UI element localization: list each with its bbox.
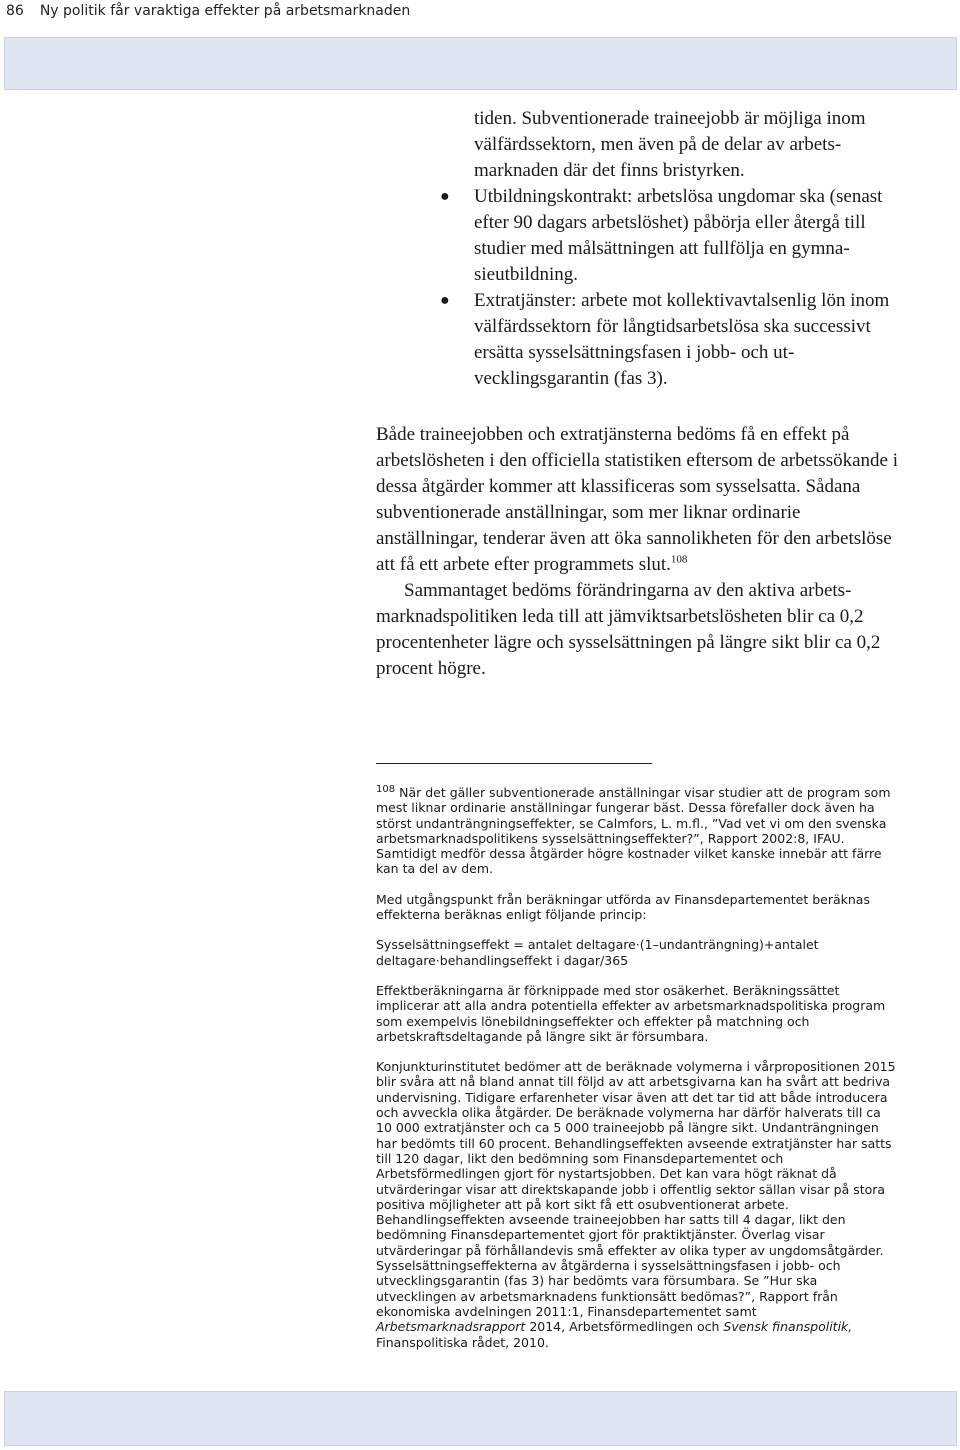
footnote-paragraph-5	[376, 1059, 896, 1350]
running-title: Ny politik får varaktiga effekter på arbetsmarknaden	[39, 3, 411, 19]
body-paragraph-1-text: Både traineejobben och extratjänsterna bedöms få en effekt på arbetslösheten i den officiella statistiken eftersom de arbetssökande i dessa åtgärder kommer att klassificeras som sysselsatta. Sådana subventionerade anställningar, som mer liknar ordinarie anställningar, tenderar även att öka sannolikheten för den arbetslöse att få ett arbete efter programmets slut.	[376, 424, 898, 575]
footnote-paragraph-4: Effektberäkningarna är förknippade med stor osäkerhet. Beräkningssättet implicerar att alla andra potentiella effekter av arbetsmarknadspolitiska program som exempelvis lönebildningseffekter och effekter på matchning och arbetskraftsdeltagande på längre sikt är försumbara.	[376, 982, 886, 1044]
bullet-dot-icon: ●	[440, 188, 450, 205]
running-head	[6, 0, 410, 22]
bullet-dot-icon: ●	[440, 292, 450, 309]
body-text	[376, 422, 904, 682]
body-paragraph-2: Sammantaget bedöms förändringarna av den aktiva arbetsmarknadspolitiken leda till att jämviktsarbetslösheten blir ca 0,2 procentenheter lägre och sysselsättningen på längre sikt blir ca 0,2 procent högre.	[376, 580, 881, 679]
footnote-formula: Sysselsättningseffekt = antalet deltagare·(1–undanträngning)+antalet deltagare·behandlingseffekt i dagar/365	[376, 937, 819, 968]
footnote-p5-text-b: 2014, Arbetsförmedlingen och	[525, 1319, 724, 1335]
bullet-text: Extratjänster: arbete mot kollektivavtalsenlig lön inom välfärdssektorn för långtidsarbetslösa ska successivt ersätta sysselsättningsfasen i jobb- och utvecklingsgarantin (fas 3).	[474, 290, 890, 389]
bullet-item-extratjanster	[440, 288, 914, 392]
footnote-p5-text-a: Konjunkturinstitutet bedömer att de beräknade volymerna i vårpropositionen 2015 blir svåra att nå bland annat till följd av att arbetsgivarna kan ha svårt att bedriva undervisning. Tidigare erfarenheter visar även att det tar tid att både introducera och avveckla olika åtgärder. De beräknade volymerna har därför halverats till ca 10 000 extratjänster och ca 5 000 traineejobb på längre sikt. Undanträngningen har bedömts till 60 procent. Behandlingseffekten avseende extratjänster har satts till 120 dagar, likt den bedömning som Finansdepartementet och Arbetsförmedlingen gjort för nystartsjobben. Det kan vara högt räknat då utvärderingar visar att direktskapande jobb i offentlig sektor sällan visar på stora positiva möjligheter att på kort sikt få ett osubventionerat arbete. Behandlingseffekten avseende traineejobben har satts till 4 dagar, likt den bedömning Finansdepartementet gjort för praktiktjänster. Överlag visar utvärderingar på förhållandevis små effekter av olika typer av ungdomsåtgärder. Sysselsättningseffekterna av åtgärderna i sysselsättningsfasen i jobb- och utvecklingsgarantin (fas 3) har bedömts vara försumbara. Se ”Hur ska utvecklingen av arbetsmarknadens funktionsätt bedömas?”, Rapport från ekonomiska avdelningen 2011:1, Finansdepartementet samt	[376, 1059, 896, 1319]
footnote-reference[interactable]: 108	[670, 553, 688, 566]
footnote-number: 108	[376, 783, 396, 795]
footnote-separator	[376, 763, 652, 764]
header-band	[4, 37, 957, 90]
page-number: 86	[6, 3, 24, 19]
body-paragraph-1	[376, 422, 904, 578]
footnote-p5-italic-1: Arbetsmarknadsrapport	[376, 1319, 526, 1335]
footnote-block	[376, 785, 896, 1365]
bullet-continuation: tiden. Subventionerade traineejobb är möjliga inom välfärdssektorn, men även på de delar av arbetsmarknaden där det finns bristyrken.	[474, 108, 866, 181]
footnote-paragraph-1	[376, 785, 896, 877]
footnote-p5-text-c: Finanspolitiska rådet, 2010.	[376, 1334, 549, 1350]
footnote-p1-text: När det gäller subventionerade anställningar visar studier att de program som mest liknar ordinarie anställningar fungerar bäst. Dessa förefaller dock även ha störst undanträngningseffekter, se Calmfors, L. m.fl., ”Vad vet vi om den svenska arbetsmarknadspolitikens sysselsättningseffekter?”, Rapport 2002:8, IFAU. Samtidigt medför dessa åtgärder högre kostnader vilket kanske innebär att färre kan ta del av dem.	[376, 785, 891, 877]
bullet-text: Utbildningskontrakt: arbetslösa ungdomar ska (senast efter 90 dagars arbetslöshet) påbörja eller återgå till studier med målsättningen att fullfölja en gymnasieutbildning.	[474, 186, 883, 285]
bullet-list	[440, 106, 914, 392]
footnote-paragraph-2: Med utgångspunkt från beräkningar utförda av Finansdepartementet beräknas effekterna beräknas enligt följande princip:	[376, 891, 870, 923]
bullet-item-utbildningskontrakt	[440, 184, 914, 288]
footnote-p5-italic-2: Svensk finanspolitik,	[723, 1319, 853, 1335]
footer-band	[4, 1391, 957, 1446]
